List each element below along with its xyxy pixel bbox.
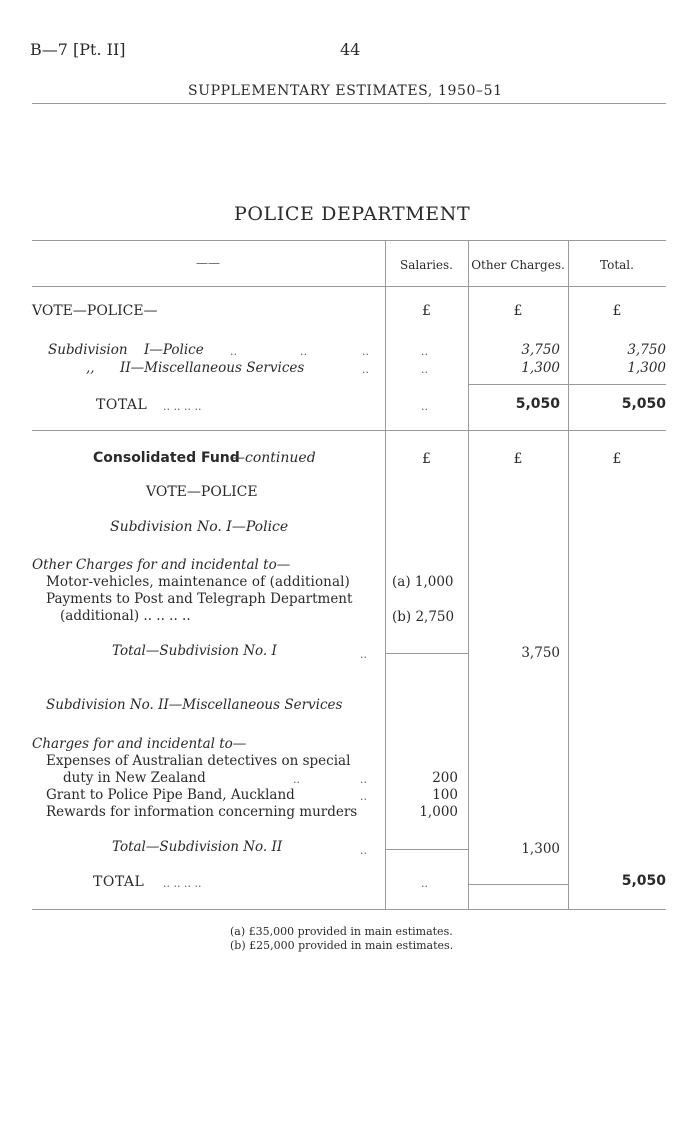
detail-other-currency: £ [513,451,523,467]
summary-total-leader: .. .. .. .. [163,400,202,413]
detail-salaries-currency: £ [422,451,431,467]
salaries-header: Salaries. [399,258,453,272]
stub-header: —— [196,256,220,270]
fund-heading-continued: —continued [231,450,316,466]
line-item-grant: Grant to Police Pipe Band, Auckland [46,787,295,803]
line-item-expenses-cont: duty in New Zealand [63,770,206,786]
running-title: SUPPLEMENTARY ESTIMATES, 1950–51 [188,83,503,99]
charges-heading: Charges for and incidental to— [32,736,247,752]
line-item-payments: Payments to Post and Telegraph Department [46,591,353,607]
detail-total-other-rule [469,884,568,885]
footnote-b: (b) £25,000 provided in main estimates. [230,939,454,952]
detail-total-leader: .. .. .. .. [163,877,202,890]
grant-leader: .. [360,790,367,803]
summary-sub2-prefix: ,, [86,360,95,376]
summary-total-label: TOTAL [96,397,148,413]
sub2-total-label: Total—Subdivision No. II [112,839,283,855]
summary-sub2-total: 1,300 [627,360,666,376]
summary-sub1-leader: .. [300,345,307,358]
summary-sub1-other: 3,750 [521,342,560,358]
page-number: 44 [340,40,361,59]
summary-salaries-currency: £ [422,303,431,319]
grand-total-value: 5,050 [621,873,666,889]
summary-sub1-leader: .. [362,345,369,358]
table-top-rule [32,240,666,241]
summary-total-currency: £ [612,303,622,319]
expenses-leader: .. [293,773,300,786]
table-header-rule [32,286,666,287]
page-title: POLICE DEPARTMENT [234,203,471,225]
summary-sub1-total: 3,750 [627,342,666,358]
amount-expenses: 200 [432,770,458,786]
summary-bottom-rule [32,430,666,431]
table-bottom-rule [32,909,666,910]
amount-motor-vehicles: (a) 1,000 [392,574,454,590]
summary-other-currency: £ [513,303,523,319]
summary-total-salaries: .. [421,400,428,413]
detail-total-label: TOTAL [93,874,145,890]
sub1-heading: Subdivision No. I—Police [110,519,289,535]
summary-sub2-label: II—Miscellaneous Services [120,360,305,376]
summary-sub1-salaries: .. [421,345,428,358]
summary-sub2-salaries: .. [421,363,428,376]
line-item-expenses: Expenses of Australian detectives on special [46,753,351,769]
other-charges-heading: Other Charges for and incidental to— [32,557,291,573]
amount-grant: 100 [432,787,458,803]
sub1-total-leader: .. [360,648,367,661]
column-divider-2 [468,240,469,909]
sub2-total-rule [386,849,468,850]
footnote-a: (a) £35,000 provided in main estimates. [230,925,453,938]
sub2-heading: Subdivision No. II—Miscellaneous Services [46,697,343,713]
page-reference: B—7 [Pt. II] [30,40,126,59]
sub1-total-rule [386,653,468,654]
detail-total-salaries: .. [421,877,428,890]
summary-total-other: 5,050 [515,396,560,412]
detail-vote-heading: VOTE—POLICE [146,484,258,500]
summary-vote-label: VOTE—POLICE— [32,303,158,319]
sub2-total-value: 1,300 [521,841,560,857]
sub1-total-label: Total—Subdivision No. I [112,643,277,659]
other-charges-header: Other Charges. [471,258,565,272]
summary-sub2-other: 1,300 [521,360,560,376]
summary-sub1-label: I—Police [144,342,204,358]
line-item-motor-vehicles: Motor-vehicles, maintenance of (additional) [46,574,350,590]
amount-rewards: 1,000 [419,804,458,820]
sub2-total-leader: .. [360,844,367,857]
header-rule [32,103,666,104]
column-divider-3 [568,240,569,909]
line-item-rewards: Rewards for information concerning murders [46,804,358,820]
summary-sub1-leader: .. [230,345,237,358]
amount-payments: (b) 2,750 [392,609,455,625]
total-header: Total. [600,258,634,272]
summary-total-total: 5,050 [621,396,666,412]
sub1-total-value: 3,750 [521,645,560,661]
fund-heading: Consolidated Fund [93,450,240,466]
line-item-payments-cont: (additional) .. .. .. .. [60,608,191,624]
summary-sub1-prefix: Subdivision [48,342,128,358]
summary-subtotal-rule [468,384,666,385]
detail-total-currency: £ [612,451,622,467]
expenses-leader: .. [360,773,367,786]
summary-sub2-leader: .. [362,363,369,376]
